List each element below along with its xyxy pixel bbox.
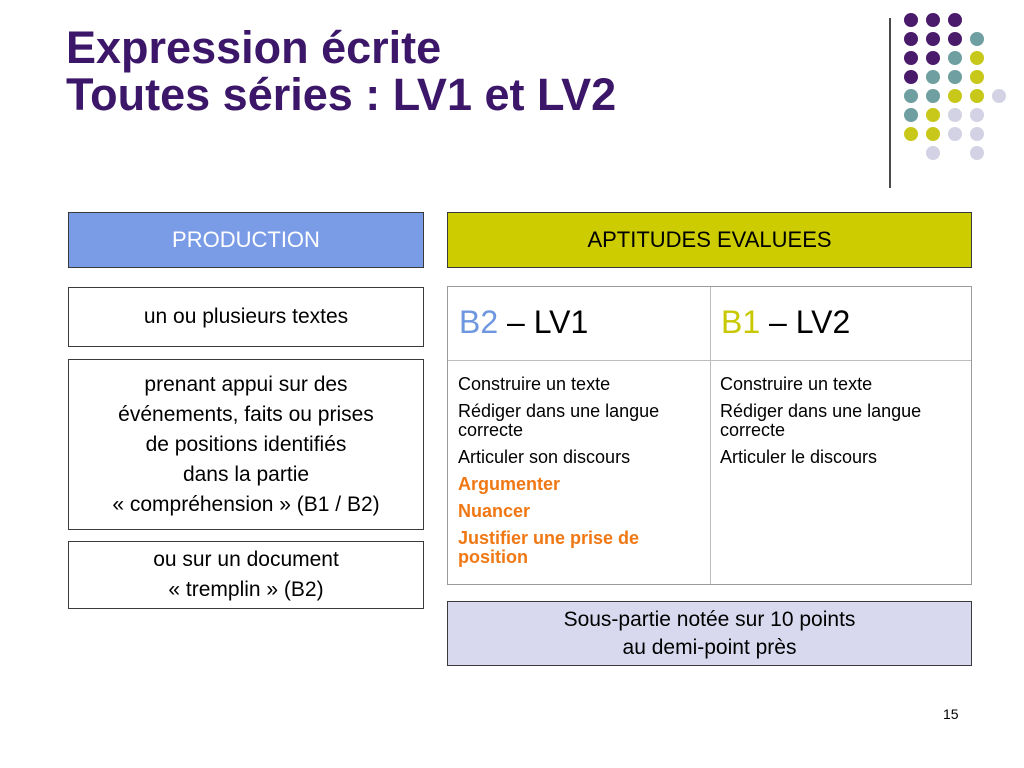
list-item: Rédiger dans une langue correcte	[458, 401, 660, 440]
decorative-dot	[948, 70, 962, 84]
production-header	[68, 212, 424, 268]
decorative-dot	[904, 89, 918, 103]
decorative-dot	[948, 108, 962, 122]
decorative-dot	[970, 89, 984, 103]
production-box-sources	[68, 359, 424, 530]
text-line: prenant appui sur des	[144, 372, 348, 396]
language-lv2: – LV2	[760, 304, 851, 340]
decorative-dot	[992, 89, 1006, 103]
table-column-divider	[710, 287, 711, 584]
level-b1: B1	[721, 304, 761, 340]
production-box-document-text	[153, 545, 339, 605]
decorative-dot-grid	[904, 13, 1014, 173]
list-item-highlight: Argumenter	[458, 474, 561, 494]
grading-note-line2: au demi-point près	[622, 636, 797, 659]
decorative-dot	[904, 32, 918, 46]
list-item: Rédiger dans une langue correcte	[720, 401, 922, 440]
list-item: Articuler le discours	[720, 447, 878, 467]
list-item-highlight: Nuancer	[458, 501, 531, 521]
decorative-dot	[948, 51, 962, 65]
aptitudes-header	[447, 212, 972, 268]
decorative-dot	[926, 89, 940, 103]
decorative-dot	[904, 108, 918, 122]
list-item: Construire un texte	[720, 374, 873, 394]
text-line: « tremplin » (B2)	[168, 578, 324, 601]
production-box-texts-label: un ou plusieurs textes	[143, 305, 349, 328]
text-line: ou sur un document	[153, 548, 339, 571]
page-number: 15	[943, 706, 959, 722]
column-header-b1-lv2	[721, 303, 850, 341]
decorative-dot	[926, 51, 940, 65]
decorative-dot	[926, 127, 940, 141]
b1-lv2-skills-list	[720, 375, 960, 475]
decorative-dot	[970, 32, 984, 46]
slide-title-line2: Toutes séries : LV1 et LV2	[66, 69, 617, 120]
b2-lv1-skills-list	[458, 375, 704, 575]
level-b2: B2	[459, 304, 499, 340]
decorative-dot	[926, 108, 940, 122]
decorative-dot	[926, 70, 940, 84]
text-line: « compréhension » (B1 / B2)	[112, 492, 380, 516]
grading-note-line1: Sous-partie notée sur 10 points	[563, 608, 856, 631]
list-item-highlight: Justifier une prise de position	[458, 528, 640, 567]
decorative-dot	[970, 108, 984, 122]
decorative-dot	[970, 70, 984, 84]
column-header-b2-lv1	[459, 303, 588, 341]
decorative-dot	[904, 51, 918, 65]
aptitudes-table	[447, 286, 972, 585]
text-line: dans la partie	[182, 462, 310, 486]
decorative-dot	[904, 70, 918, 84]
list-item: Articuler son discours	[458, 447, 631, 467]
text-line: événements, faits ou prises	[118, 402, 374, 426]
list-item: Construire un texte	[458, 374, 611, 394]
slide-title-line1: Expression écrite	[66, 22, 442, 73]
slide-title	[66, 24, 616, 118]
aptitudes-header-label: APTITUDES EVALUEES	[587, 227, 832, 252]
decorative-dot	[948, 89, 962, 103]
decorative-dot	[926, 13, 940, 27]
decorative-dot	[948, 13, 962, 27]
decorative-dot	[948, 127, 962, 141]
text-line: de positions identifiés	[145, 432, 347, 456]
grading-note	[447, 601, 972, 666]
decorative-vertical-rule	[889, 18, 891, 188]
decorative-dot	[970, 127, 984, 141]
decorative-dot	[904, 13, 918, 27]
production-header-label: PRODUCTION	[172, 227, 320, 252]
decorative-dot	[926, 32, 940, 46]
decorative-dot	[948, 32, 962, 46]
language-lv1: – LV1	[498, 304, 589, 340]
production-box-document	[68, 541, 424, 609]
production-box-sources-text	[112, 370, 379, 520]
production-box-texts	[68, 287, 424, 347]
decorative-dot	[926, 146, 940, 160]
decorative-dot	[970, 51, 984, 65]
decorative-dot	[970, 146, 984, 160]
table-row-divider	[448, 360, 971, 361]
decorative-dot	[904, 127, 918, 141]
